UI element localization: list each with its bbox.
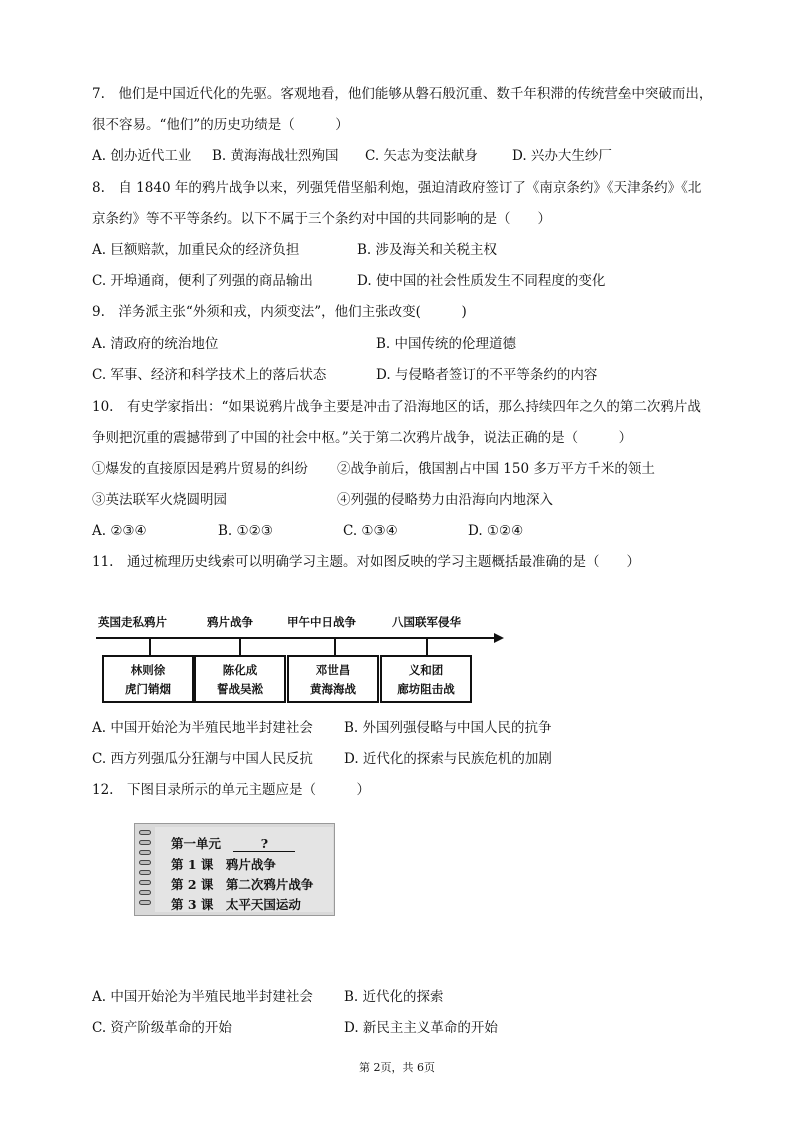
q11-option-a: A. 中国开始沦为半殖民地半封建社会 <box>92 720 313 736</box>
q12-stem-line1: 12. 下图目录所示的单元主题应是（ ） <box>92 782 370 798</box>
q10-option-d: D. ①②④ <box>468 523 524 539</box>
notebook-unit-label: 第一单元 <box>171 836 222 851</box>
timeline-box-chen-huacheng <box>194 655 286 703</box>
q12-option-d: D. 新民主主义革命的开始 <box>344 1020 498 1036</box>
timeline-box-line: 林则徐 <box>130 663 166 677</box>
timeline-tick <box>239 637 241 655</box>
spiral-ring <box>139 860 151 865</box>
timeline-box-line: 义和团 <box>408 663 444 677</box>
q10-option-c: C. ①③④ <box>343 523 398 539</box>
notebook-unit-line <box>171 834 295 852</box>
q10-statement-3: ③英法联军火烧圆明园 <box>92 492 227 508</box>
q9-option-a: A. 清政府的统治地位 <box>92 336 219 352</box>
spiral-ring <box>139 900 151 905</box>
timeline-tick <box>149 637 151 655</box>
spiral-ring <box>139 890 151 895</box>
timeline-event-1: 英国走私鸦片 <box>98 615 167 629</box>
notebook-unit-blank: ? <box>233 836 295 852</box>
timeline-event-2: 鸦片战争 <box>207 615 253 629</box>
q8-option-c: C. 开埠通商，便利了列强的商品输出 <box>92 273 313 289</box>
spiral-ring <box>139 870 151 875</box>
q8-option-d: D. 使中国的社会性质发生不同程度的变化 <box>357 273 606 289</box>
q12-option-b: B. 近代化的探索 <box>344 989 444 1005</box>
q10-stem-line1: 10. 有史学家指出：“如果说鸦片战争主要是冲击了沿海地区的话，那么持续四年之久的第二次鸦片战 <box>92 399 701 415</box>
spiral-ring <box>139 840 151 845</box>
spiral-ring <box>139 880 151 885</box>
q10-option-b: B. ①②③ <box>218 523 273 539</box>
timeline-arrow <box>96 630 506 646</box>
q9-option-d: D. 与侵略者签订的不平等条约的内容 <box>376 367 598 383</box>
q9-stem-line1: 9. 洋务派主张“外须和戎，内须变法”，他们主张改变( ) <box>92 304 467 320</box>
q7-stem-line2: 很不容易。“他们”的历史功绩是（ ） <box>92 117 349 133</box>
q7-option-b: B. 黄海海战壮烈殉国 <box>212 148 339 164</box>
timeline-tick <box>426 637 428 655</box>
timeline-box-line: 陈化成 <box>222 663 258 677</box>
spiral-ring <box>139 850 151 855</box>
q7-stem-line1: 7. 他们是中国近代化的先驱。客观地看，他们能够从磐石般沉重、数千年积滞的传统营垒中突破而出， <box>92 86 713 102</box>
timeline-box-line: 黄海海战 <box>310 682 356 696</box>
page-number-footer: 第 2页，共 6页 <box>359 1061 435 1074</box>
q12-notebook-figure <box>134 823 335 916</box>
q8-option-a: A. 巨额赔款，加重民众的经济负担 <box>92 242 300 258</box>
timeline-box-line: 邓世昌 <box>315 663 351 677</box>
timeline-box-lin-zexu <box>102 655 194 703</box>
q10-statement-4: ④列强的侵略势力由沿海向内地深入 <box>337 492 553 508</box>
q12-option-a: A. 中国开始沦为半殖民地半封建社会 <box>92 989 313 1005</box>
q10-stem-line2: 争则把沉重的震撼带到了中国的社会中枢。”关于第二次鸦片战争，说法正确的是（ ） <box>92 430 633 446</box>
timeline-box-deng-shichang <box>287 655 379 703</box>
timeline-event-4: 八国联军侵华 <box>392 615 461 629</box>
notebook-lesson-1: 第 1 课 鸦片战争 <box>171 857 276 872</box>
timeline-event-3: 甲午中日战争 <box>287 615 356 629</box>
q9-option-b: B. 中国传统的伦理道德 <box>376 336 517 352</box>
q11-option-b: B. 外国列强侵略与中国人民的抗争 <box>344 720 552 736</box>
q11-option-d: D. 近代化的探索与民族危机的加剧 <box>344 751 552 767</box>
notebook-lesson-3: 第 3 课 太平天国运动 <box>171 897 301 912</box>
q10-option-a: A. ②③④ <box>92 523 147 539</box>
q7-option-c: C. 矢志为变法献身 <box>365 148 478 164</box>
q8-stem-line1: 8. 自 1840 年的鸦片战争以来，列强凭借坚船利炮，强迫清政府签订了《南京条约》《天津条约》《北 <box>92 180 702 196</box>
timeline-box-line: 虎门销烟 <box>125 682 171 696</box>
q11-option-c: C. 西方列强瓜分狂潮与中国人民反抗 <box>92 751 313 767</box>
q8-stem-line2: 京条约》等不平等条约。以下不属于三个条约对中国的共同影响的是（ ） <box>92 211 551 227</box>
timeline-tick <box>334 637 336 655</box>
timeline-box-line: 廊坊阻击战 <box>397 682 455 696</box>
q8-option-b: B. 涉及海关和关税主权 <box>357 242 498 258</box>
notebook-lesson-2: 第 2 课 第二次鸦片战争 <box>171 877 314 892</box>
q9-option-c: C. 军事、经济和科学技术上的落后状态 <box>92 367 327 383</box>
q11-stem-line1: 11. 通过梳理历史线索可以明确学习主题。对如图反映的学习主题概括最准确的是（ ） <box>92 554 640 570</box>
timeline-box-line: 誓战吴淞 <box>217 682 263 696</box>
q7-option-a: A. 创办近代工业 <box>92 148 192 164</box>
q7-option-d: D. 兴办大生纱厂 <box>512 148 612 164</box>
q12-option-c: C. 资产阶级革命的开始 <box>92 1020 232 1036</box>
q10-statement-1: ①爆发的直接原因是鸦片贸易的纠纷 <box>92 461 308 477</box>
timeline-box-boxers <box>380 655 472 703</box>
q10-statement-2: ②战争前后，俄国割占中国 150 多万平方千米的领土 <box>337 461 655 477</box>
spiral-ring <box>139 830 151 835</box>
